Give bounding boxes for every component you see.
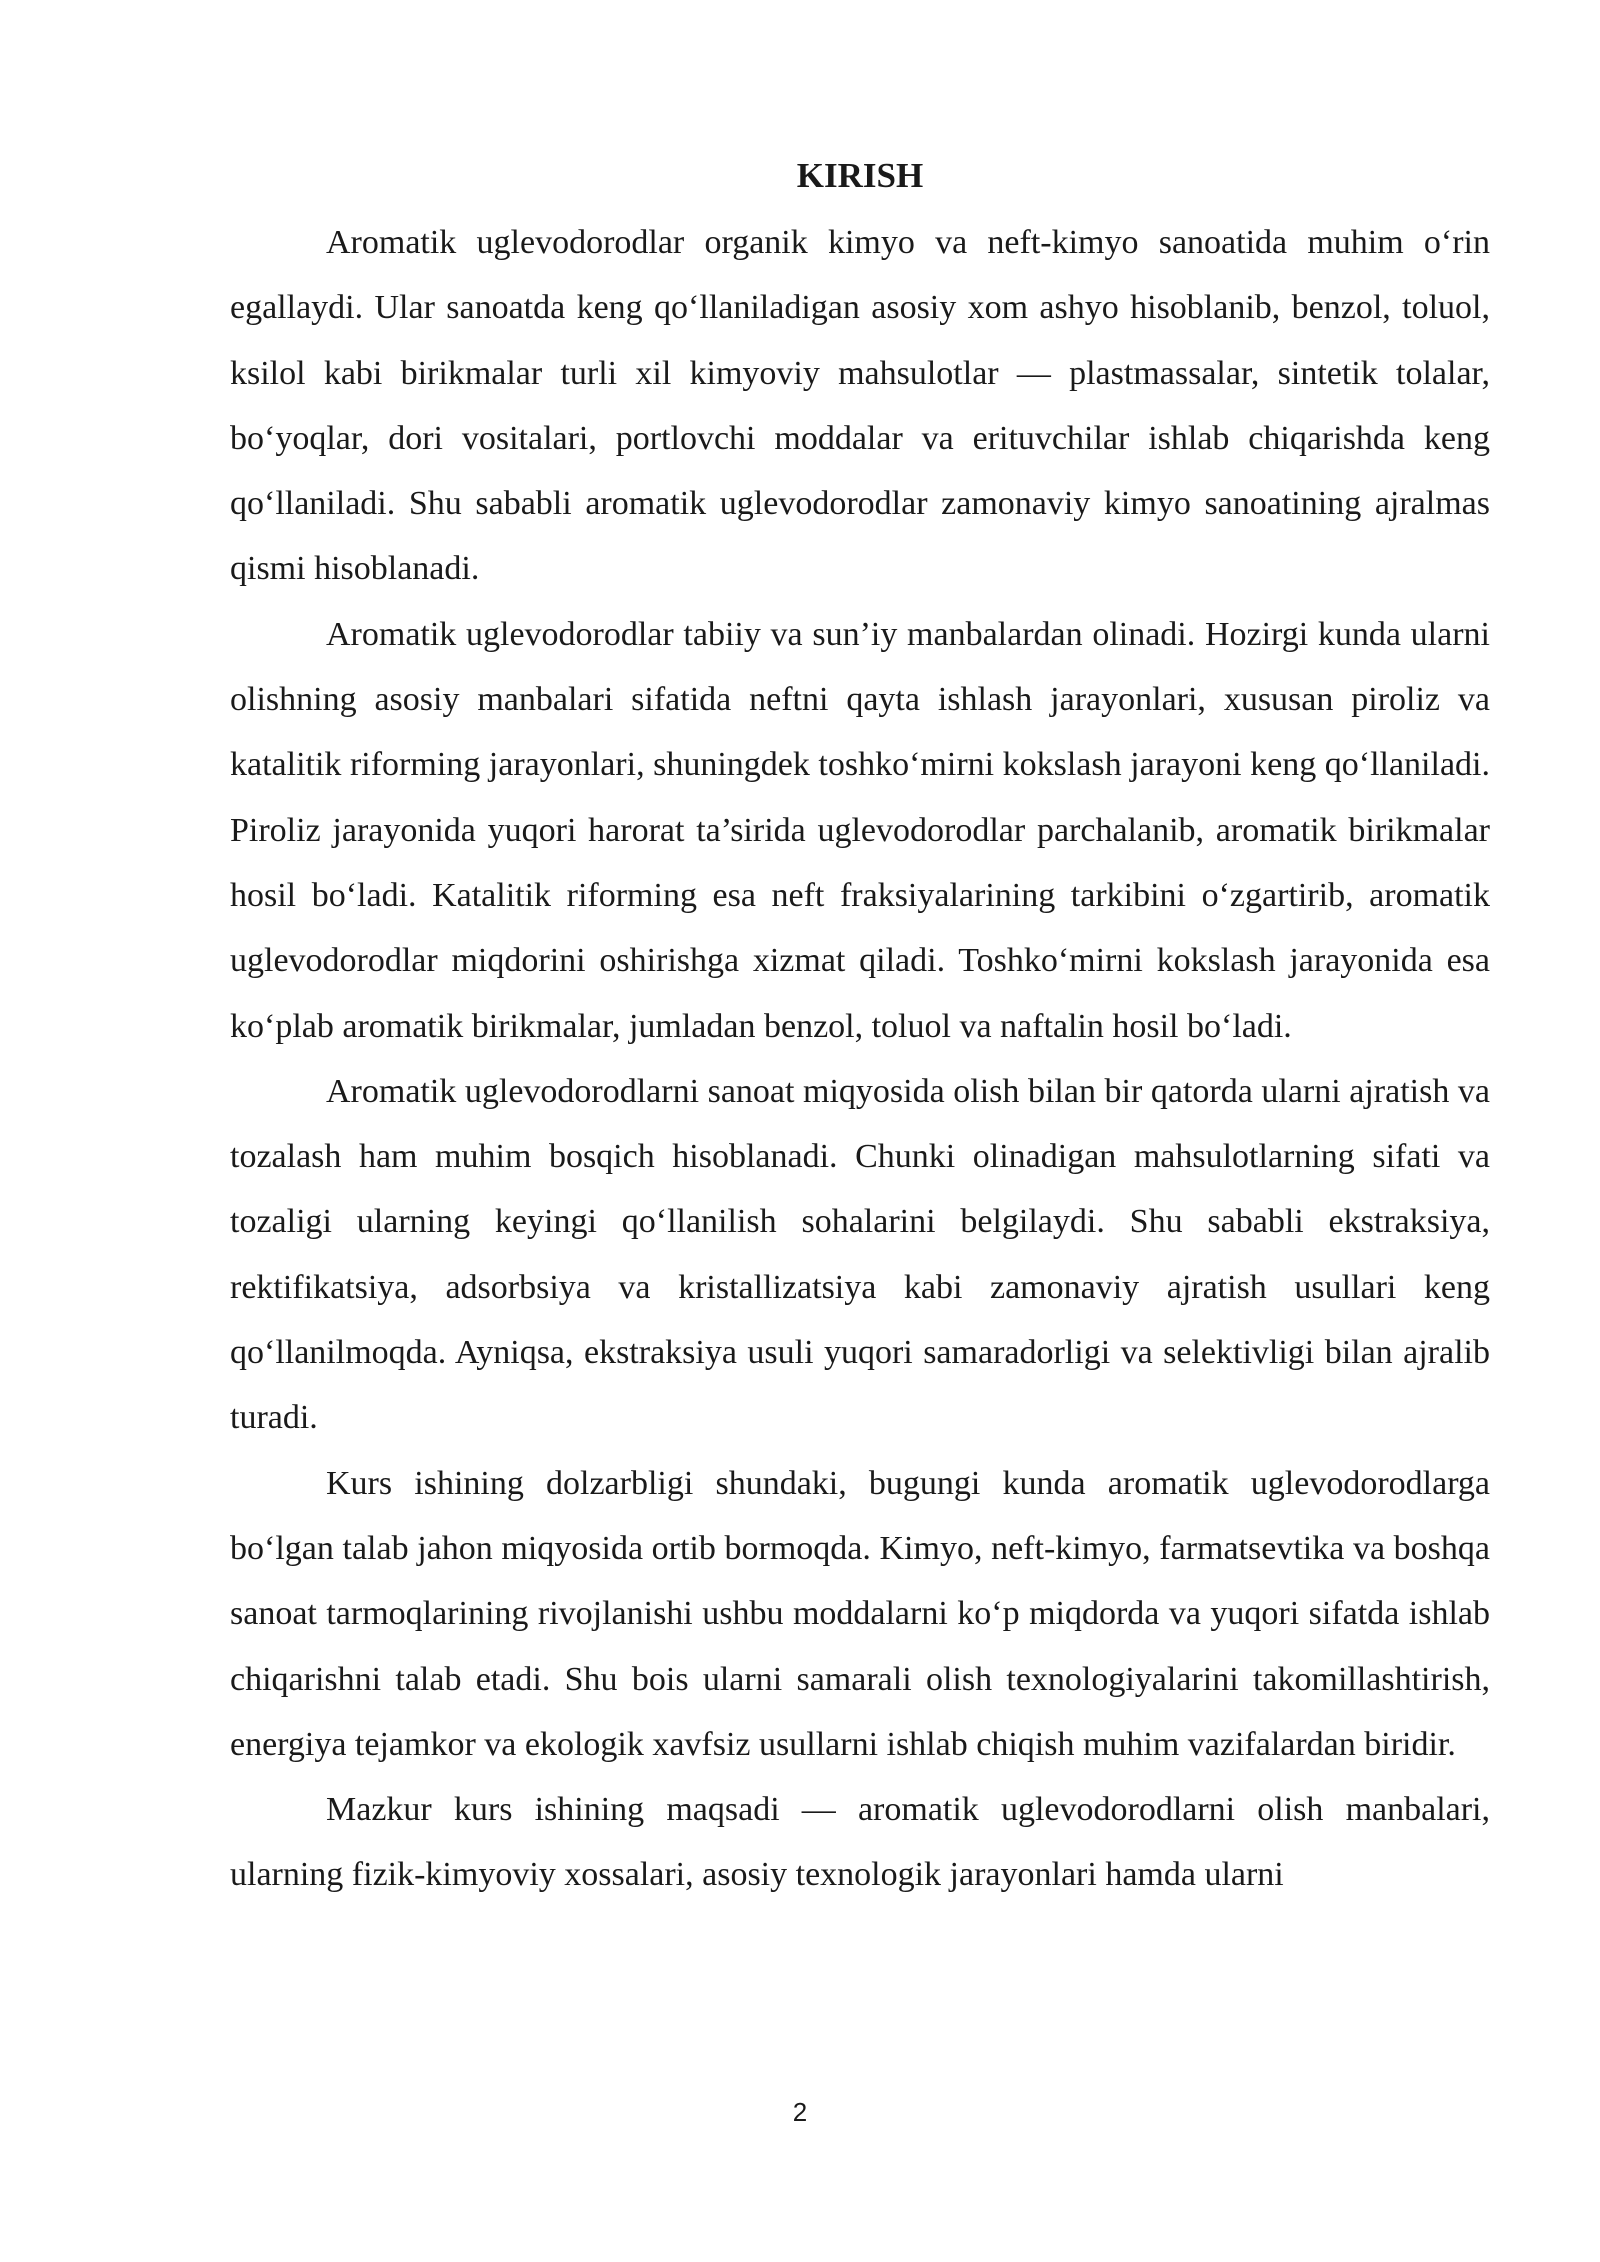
paragraph-2: Aromatik uglevodorodlar tabiiy va sun’iy manbalardan olinadi. Hozirgi kunda ularni olishning asosiy manbalari sifatida neftni qayta ishlash jarayonlari, xususan piroliz va katalitik riforming jarayonlari, shuningdek toshko‘mirni kokslash jarayoni keng qo‘llaniladi. Piroliz jarayonida yuqori harorat ta’sirida uglevodorodlar parchalanib, aromatik birikmalar hosil bo‘ladi. Katalitik riforming esa neft fraksiyalarining tarkibini o‘zgartirib, aromatik uglevodorodlar miqdorini oshirishga xizmat qiladi. Toshko‘mirni kokslash jarayonida esa ko‘plab aromatik birikmalar, jumladan benzol, toluol va naftalin hosil bo‘ladi. xyxy=(230,615,1490,1045)
page-number: 2 xyxy=(792,2097,808,2127)
paragraph-4: Kurs ishining dolzarbligi shundaki, bugungi kunda aromatik uglevodorodlarga bo‘lgan talab jahon miqyosida ortib bormoqda. Kimyo, neft-kimyo, farmatsevtika va boshqa sanoat tarmoqlarining rivojlanishi ushbu moddalarni ko‘p miqdorda va yuqori sifatda ishlab chiqarishni talab etadi. Shu bois ularni samarali olish texnologiyalarini takomillashtirish, energiya tejamkor va ekologik xavfsiz usullarni ishlab chiqish muhim vazifalardan biridir. xyxy=(230,1464,1490,1763)
paragraph-1: Aromatik uglevodorodlar organik kimyo va neft-kimyo sanoatida muhim o‘rin egallaydi. Ular sanoatda keng qo‘llaniladigan asosiy xom ashyo hisoblanib, benzol, toluol, ksilol kabi birikmalar turli xil kimyoviy mahsulotlar — plastmassalar, sintetik tolalar, bo‘yoqlar, dori vositalari, portlovchi moddalar va erituvchilar ishlab chiqarishda keng qo‘llaniladi. Shu sababli aromatik uglevodorodlar zamonaviy kimyo sanoatining ajralmas qismi hisoblanadi. xyxy=(230,224,1490,588)
paragraph-3: Aromatik uglevodorodlarni sanoat miqyosida olish bilan bir qatorda ularni ajratish va tozalash ham muhim bosqich hisoblanadi. Chunki olinadigan mahsulotlarning sifati va tozaligi ularning keyingi qo‘llanilish sohalarini belgilaydi. Shu sababli ekstraksiya, rektifikatsiya, adsorbsiya va kristallizatsiya kabi zamonaviy ajratish usullari keng qo‘llanilmoqda. Ayniqsa, ekstraksiya usuli yuqori samaradorligi va selektivligi bilan ajralib turadi. xyxy=(230,1072,1490,1437)
paragraph-5: Mazkur kurs ishining maqsadi — aromatik uglevodorodlarni olish manbalari, ularning fizik-kimyoviy xossalari, asosiy texnologik jarayonlari hamda ularni xyxy=(230,1791,1490,1894)
section-heading: KIRISH xyxy=(796,156,924,195)
page-content xyxy=(230,150,1490,1908)
